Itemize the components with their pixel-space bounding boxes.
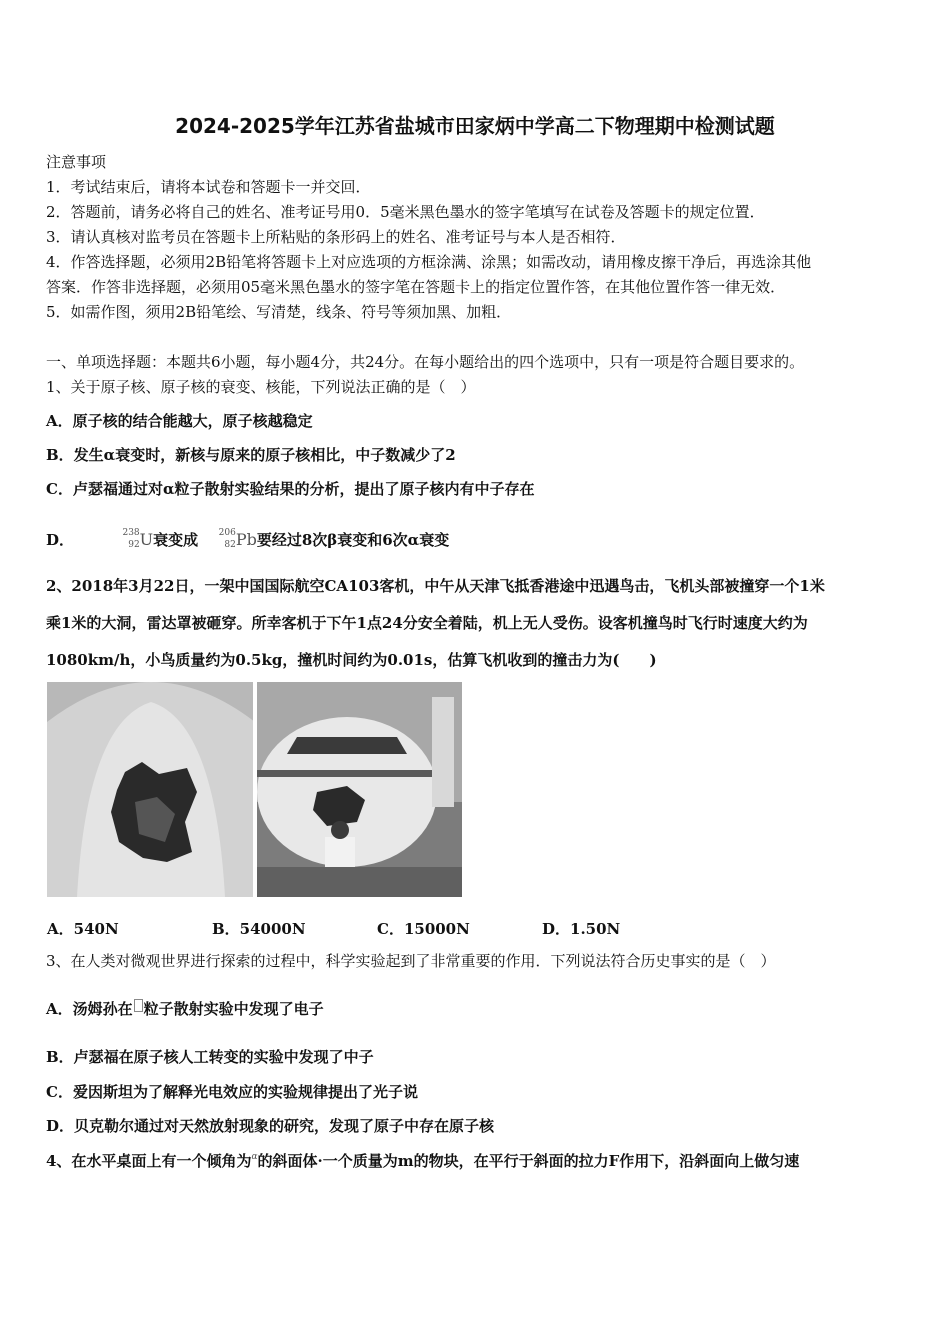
q3-option-d: D．贝克勒尔通过对天然放射现象的研究，发现了原子中存在原子核: [46, 1117, 495, 1135]
q3-option-c: C．爱因斯坦为了解释光电效应的实验规律提出了光子说: [46, 1083, 418, 1101]
q2-option-d: D．1.50N: [542, 920, 621, 938]
q1-stem: 1、关于原子核、原子核的衰变、核能，下列说法正确的是（ ）: [46, 378, 476, 396]
page-title: 2024-2025学年江苏省盐城市田家炳中学高二下物理期中检测试题: [175, 114, 775, 138]
notice-item: 答案．作答非选择题，必须用05毫米黑色墨水的签字笔在答题卡上的指定位置作答，在其他位置作答一律无效．: [46, 278, 786, 296]
q1-option-a: A．原子核的结合能越大，原子核越稳定: [46, 412, 313, 430]
q3-option-a: [46, 999, 324, 1019]
u-atomic-number: 92: [128, 540, 140, 550]
q2-line: 乘1米的大洞，雷达罩被砸穿。所幸客机于下午1点24分安全着陆，机上无人受伤。设客机撞鸟时飞行时速度大约为: [46, 614, 808, 632]
q2-option-c: C．15000N: [377, 920, 470, 938]
q3-a-post: 粒子散射实验中发现了电子: [143, 1000, 324, 1018]
pb-mass-number: 206: [218, 528, 236, 538]
bird-strike-photo: [47, 682, 462, 897]
q2-line: 1080km/h，小鸟质量约为0.5kg，撞机时间约为0.01s，估算飞机收到的撞击力为( ): [46, 651, 657, 669]
alpha-symbol: α: [251, 1152, 258, 1162]
pb-symbol: Pb: [235, 530, 257, 549]
q1-option-b: B．发生α衰变时，新核与原来的原子核相比，中子数减少了2: [46, 446, 456, 464]
q3-a-pre: A．汤姆孙在: [46, 1000, 133, 1018]
q3-stem: 3、在人类对微观世界进行探索的过程中，科学实验起到了非常重要的作用．下列说法符合历史事实的是（ ）: [46, 952, 776, 970]
missing-symbol-icon: [134, 999, 143, 1012]
q1-d-label: D．: [46, 531, 75, 549]
notice-item: 5．如需作图，须用2B铅笔绘、写清楚，线条、符号等须加黑、加粗．: [46, 303, 512, 321]
q1-option-c: C．卢瑟福通过对α粒子散射实验结果的分析，提出了原子核内有中子存在: [46, 480, 535, 498]
q3-option-b: B．卢瑟福在原子核人工转变的实验中发现了中子: [46, 1048, 374, 1066]
q2-option-b: B．54000N: [212, 920, 306, 938]
q1-d-end: 要经过8次β衰变和6次α衰变: [256, 531, 450, 549]
pb-atomic-number: 82: [224, 540, 236, 550]
q2-line: 2、2018年3月22日，一架中国国际航空CA103客机，中午从天津飞抵香港途中迅遇鸟击，飞机头部被撞穿一个1米: [46, 577, 825, 595]
notice-item: 3．请认真核对监考员在答题卡上所粘贴的条形码上的姓名、准考证号与本人是否相符．: [46, 228, 626, 246]
notice-item: 2．答题前，请务必将自己的姓名、准考证号用0．5毫米黑色墨水的签字笔填写在试卷及答题卡的规定位置．: [46, 203, 765, 221]
q1-option-d: [46, 526, 449, 550]
notice-heading: 注意事项: [46, 153, 107, 171]
notice-item: 1．考试结束后，请将本试卷和答题卡一并交回．: [46, 178, 371, 196]
q1-d-mid: 衰变成: [153, 531, 199, 549]
notice-item: 4．作答选择题，必须用2B铅笔将答题卡上对应选项的方框涂满、涂黑；如需改动，请用橡皮擦干净后，再选涂其他: [46, 253, 812, 271]
u-symbol: U: [139, 530, 154, 549]
section-heading: 一、单项选择题：本题共6小题，每小题4分，共24分。在每小题给出的四个选项中，只有一项是符合题目要求的。: [46, 353, 805, 371]
q4-pre: 4、在水平桌面上有一个倾角为: [46, 1152, 252, 1170]
u-mass-number: 238: [122, 528, 140, 538]
q2-option-a: A．540N: [47, 920, 119, 938]
q4-stem: [46, 1151, 799, 1171]
q4-post: 的斜面体·一个质量为m的物块，在平行于斜面的拉力F作用下，沿斜面向上做匀速: [257, 1152, 800, 1170]
